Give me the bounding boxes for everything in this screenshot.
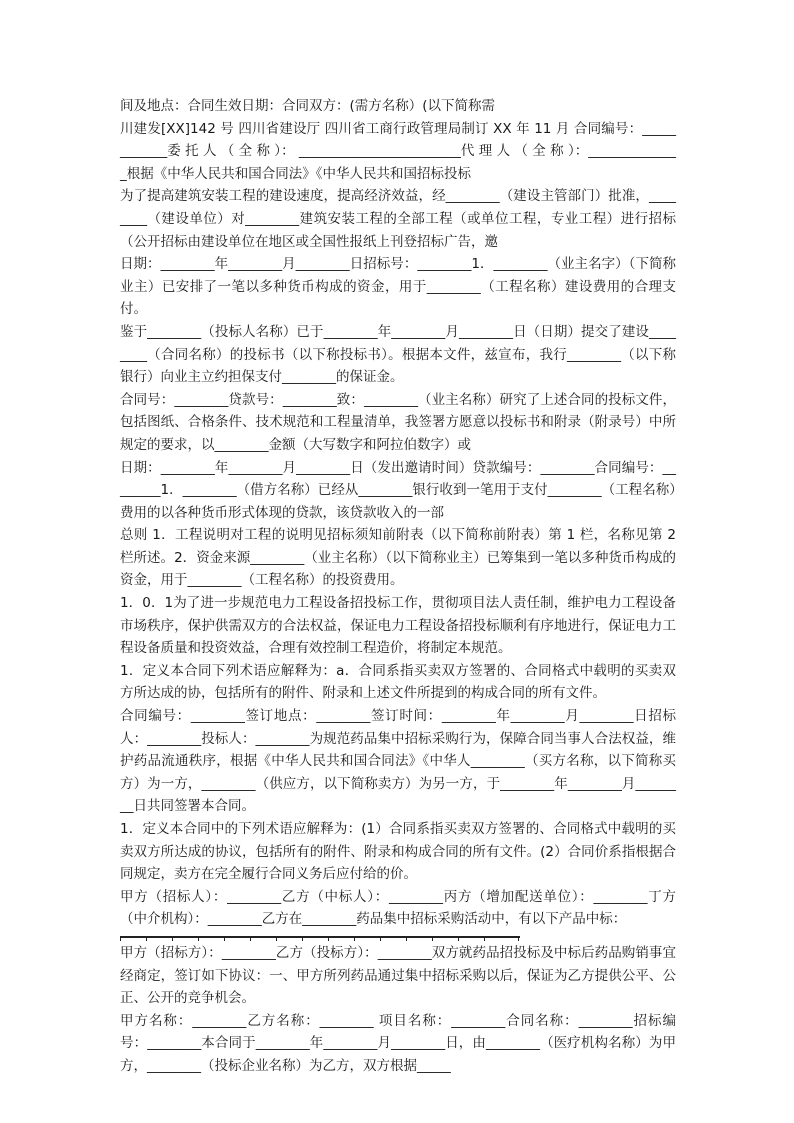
- rule-tick: [224, 936, 225, 941]
- paragraph-15: 甲方名称：________乙方名称：________ 项目名称：________合同名称：________招标编号：________本合同于________年________月________日，由________（医疗机构名称）为甲方，________（投标企业名称）为乙方，双方根据_____: [120, 1012, 676, 1074]
- rule-tick: [380, 936, 381, 941]
- rule-tick: [458, 936, 459, 941]
- rule-tick: [198, 936, 199, 941]
- rule-tick: [250, 936, 251, 941]
- rule-tick: [518, 936, 519, 941]
- paragraph-1: 间及地点：合同生效日期：合同双方：(需方名称）(以下简称需: [120, 98, 496, 114]
- rule-tick: [432, 936, 433, 941]
- rule-tick: [354, 936, 355, 941]
- rule-tick: [146, 936, 147, 941]
- paragraph-14: 甲方（招标方）：________乙方（投标方）：________双方就药品招投标及中标后药品购销事宜经商定，签订如下协议：一、甲方所列药品通过集中招标采购以后，保证为乙方提供公平、公正、公开的竞争机会。: [120, 944, 676, 1007]
- paragraph-5: 鉴于________（投标人名称）已于________年________月________日（日期）提交了建设________（合同名称）的投标书（以下称投标书）。根据本文件，兹宣布，我行________（以下称银行）向业主立约担保支付________的保证金。: [120, 323, 676, 386]
- document-body: [120, 95, 676, 1078]
- rule-tick: [302, 936, 303, 941]
- paragraph-10: 1．定义本合同下列术语应解释为：a．合同系指买卖双方签署的、合同格式中载明的买卖双方所达成的协，包括所有的附件、附录和上述文件所提到的构成合同的所有文件。: [120, 662, 676, 702]
- rule-line: [120, 936, 520, 938]
- paragraph-4: 日期：________年________月________日招标号：________1．________（业主名字）（下简称业主）已安排了一笔以多种货币构成的资金，用于________（工程名称）建设费用的合理支付。: [120, 256, 676, 318]
- paragraph-13: 甲方（招标人）：________乙方（中标人）：________丙方（增加配送单位）：________丁方（中介机构）：________乙方在________药品集中招标采购活动中，有以下产品中标：: [120, 888, 676, 928]
- table-top-rule: [120, 932, 520, 941]
- paragraph-6: 合同号：________贷款号：________致：________（业主名称）研究了上述合同的投标文件，包括图纸、合格条件、技术规范和工程量清单，我签署方愿意以投标书和附录（附录号）中所规定的要求，以________金额（大写数字和阿拉伯数字）或: [120, 391, 676, 453]
- rule-tick: [328, 936, 329, 941]
- paragraph-2: 川建发[XX]142 号 四川省建设厅 四川省工商行政管理局制订 XX 年 11 月 合同编号：____________委 托 人 （ 全 称 ）： ________________________代 理 人 （ 全 称 ）：______________根据《中华人民共和国合同法》《中华人民共和国招标投标: [120, 120, 676, 182]
- paragraph-8: 总则 1．工程说明对工程的说明见招标须知前附表（以下简称前附表）第 1 栏，名称见第 2 栏所述。2．资金来源________（业主名称）（以下简称业主）已筹集到一笔以多种货币构成的资金，用于________（工程名称）的投资费用。: [120, 527, 676, 589]
- rule-tick: [484, 936, 485, 941]
- paragraph-3: 为了提高建筑安装工程的建设速度，提高经济效益，经________（建设主管部门）批准，________（建设单位）对________建筑安装工程的全部工程（或单位工程，专业工程）进行招标（公开招标由建设单位在地区或全国性报纸上刊登招标广告，邀: [120, 188, 676, 250]
- paragraph-12: 1．定义本合同中的下列术语应解释为：(1）合同系指买卖双方签署的、合同格式中载明的买卖双方所达成的协议，包括所有的附件、附录和构成合同的所有文件。(2）合同价系指根据合同规定，卖方在完全履行合同义务后应付给的价。: [120, 821, 676, 883]
- paragraph-11: 合同编号：________签订地点：________签订时间：________年________月________日招标人：________投标人：________为规范药品集中招标采购行为，保障合同当事人合法权益，维护药品流通秩序，根据《中华人民共和国合同法》《中华人________（买方名称，以下简称买方）为一方，________（供应方，以下简称卖方）为另一方，于________年________月________日共同签署本合同。: [120, 708, 676, 815]
- rule-tick: [406, 936, 407, 941]
- rule-tick: [172, 936, 173, 941]
- rule-tick: [120, 936, 121, 941]
- paragraph-7: 日期：________年________月________日（发出邀请时间）贷款编号：________合同编号：________1．________（借方名称）已经从________银行收到一笔用于支付________（工程名称）费用的以各种货币形式体现的贷款，该贷款收入的一部: [120, 459, 676, 521]
- paragraph-9: 1．0．1为了进一步规范电力工程设备招投标工作，贯彻项目法人责任制，维护电力工程设备市场秩序，保护供需双方的合法权益，保证电力工程设备招投标顺利有序地进行，保证电力工程设备质量和投资效益，合理有效控制工程造价，将制定本规范。: [120, 595, 676, 657]
- rule-tick: [276, 936, 277, 941]
